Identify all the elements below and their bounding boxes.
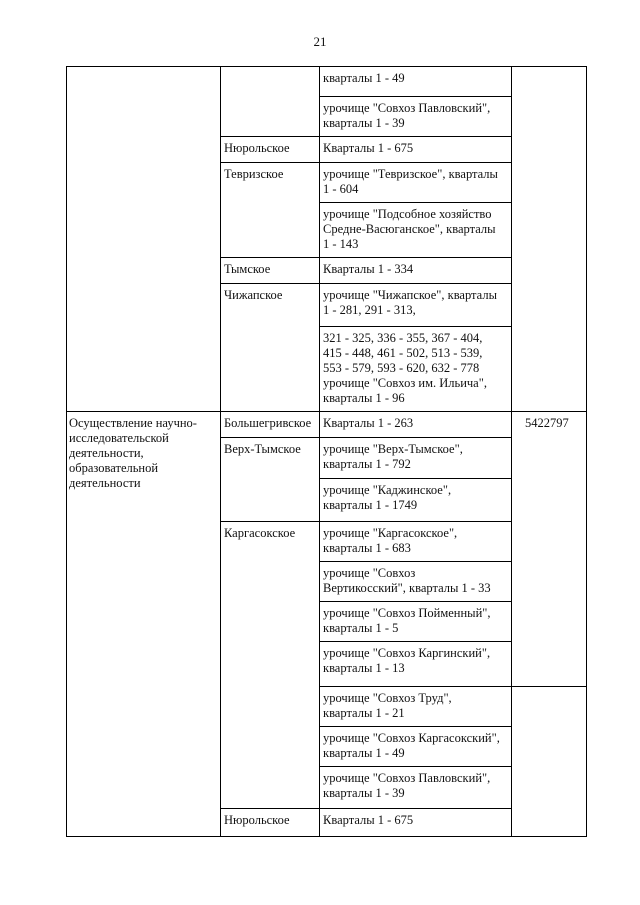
page-number: 21	[313, 34, 327, 49]
quarters-cell-line: Кварталы 1 - 675	[323, 141, 414, 155]
quarters-cell-line: 1 - 604	[323, 182, 359, 196]
quarters-cell-line: 1 - 281, 291 - 313,	[323, 303, 416, 317]
forestry-district-cell	[224, 262, 270, 277]
quarters-cell-line: кварталы 1 - 96	[323, 391, 405, 405]
quarters-cell-line: урочище "Тевризское", кварталы	[323, 167, 498, 181]
activity-type-cell-line: Осуществление научно-	[69, 416, 197, 430]
table-row-border	[66, 411, 220, 412]
quarters-cell	[323, 483, 451, 513]
area-value-cell	[525, 416, 569, 431]
quarters-cell-line: кварталы 1 - 5	[323, 621, 399, 635]
activity-type-cell	[69, 416, 197, 491]
forestry-district-cell-line: Нюрольское	[224, 813, 290, 827]
forestry-district-cell	[224, 526, 295, 541]
forestry-district-cell	[224, 167, 283, 182]
table-row-border	[220, 411, 319, 412]
quarters-cell-line: 415 - 448, 461 - 502, 513 - 539,	[323, 346, 483, 360]
table-top-border	[66, 66, 587, 67]
forestry-district-cell	[224, 416, 311, 431]
table-row-border	[319, 561, 511, 562]
area-value-cell-line: 5422797	[525, 416, 569, 430]
activity-type-cell-line: исследовательской	[69, 431, 169, 445]
table-row-border	[319, 521, 511, 522]
table-row-border	[319, 326, 511, 327]
forestry-district-cell-line: Нюрольское	[224, 141, 290, 155]
forestry-district-cell-line: Тымское	[224, 262, 271, 276]
table-row-border	[220, 437, 319, 438]
table-bottom-border	[66, 836, 587, 837]
quarters-cell-line: Кварталы 1 - 263	[323, 416, 414, 430]
quarters-cell	[323, 331, 487, 406]
quarters-cell	[323, 207, 496, 252]
quarters-cell-line: урочище "Чижапское", кварталы	[323, 288, 497, 302]
quarters-cell	[323, 71, 405, 86]
forestry-district-cell-line: Чижапское	[224, 288, 283, 302]
quarters-cell-line: кварталы 1 - 49	[323, 746, 405, 760]
quarters-cell-line: урочище "Совхоз Труд",	[323, 691, 452, 705]
quarters-cell	[323, 442, 463, 472]
quarters-cell-line: кварталы 1 - 49	[323, 71, 405, 85]
table-row-border	[319, 96, 511, 97]
table-row-border	[319, 283, 511, 284]
quarters-cell-line: урочище "Совхоз Павловский",	[323, 771, 491, 785]
table-row-border	[319, 257, 511, 258]
forestry-district-cell	[224, 141, 290, 156]
table-vertical-border	[511, 66, 512, 837]
table-row-border	[319, 726, 511, 727]
quarters-cell-line: урочище "Верх-Тымское",	[323, 442, 463, 456]
quarters-cell-line: урочище "Совхоз Каргинский",	[323, 646, 491, 660]
table-row-border	[319, 136, 511, 137]
table-row-border	[220, 283, 319, 284]
quarters-cell-line: кварталы 1 - 39	[323, 786, 405, 800]
quarters-cell-line: кварталы 1 - 13	[323, 661, 405, 675]
table-row-border	[220, 808, 319, 809]
forestry-district-cell-line: Тевризское	[224, 167, 284, 181]
table-row-border	[220, 521, 319, 522]
quarters-cell-line: Кварталы 1 - 675	[323, 813, 414, 827]
quarters-cell-line: кварталы 1 - 39	[323, 116, 405, 130]
quarters-cell-line: урочище "Совхоз им. Ильича",	[323, 376, 487, 390]
activity-type-cell-line: деятельности	[69, 476, 141, 490]
forestry-district-cell	[224, 813, 290, 828]
quarters-cell-line: Средне-Васюганское", кварталы	[323, 222, 496, 236]
quarters-cell	[323, 691, 452, 721]
table-row-border	[319, 437, 511, 438]
table-row-border	[220, 257, 319, 258]
activity-type-cell-line: образовательной	[69, 461, 159, 475]
quarters-cell	[323, 101, 490, 131]
table-row-border	[319, 478, 511, 479]
quarters-cell	[323, 731, 500, 761]
table-row-border	[319, 641, 511, 642]
quarters-cell	[323, 416, 413, 431]
quarters-cell-line: 553 - 579, 593 - 620, 632 - 778	[323, 361, 480, 375]
table-row-border	[511, 411, 587, 412]
quarters-cell-line: 321 - 325, 336 - 355, 367 - 404,	[323, 331, 483, 345]
quarters-cell-line: кварталы 1 - 21	[323, 706, 405, 720]
forestry-district-cell	[224, 288, 282, 303]
quarters-cell-line: урочище "Совхоз Каргасокский",	[323, 731, 500, 745]
table-row-border	[220, 162, 319, 163]
quarters-cell-line: 1 - 143	[323, 237, 359, 251]
quarters-cell-line: урочище "Каджинское",	[323, 483, 452, 497]
forestry-district-cell	[224, 442, 301, 457]
quarters-cell-line: кварталы 1 - 1749	[323, 498, 418, 512]
quarters-cell	[323, 606, 491, 636]
table-vertical-border	[586, 66, 587, 837]
quarters-cell-line: урочище "Совхоз Пойменный",	[323, 606, 491, 620]
quarters-cell	[323, 262, 413, 277]
quarters-cell-line: урочище "Совхоз Павловский",	[323, 101, 491, 115]
quarters-cell-line: кварталы 1 - 792	[323, 457, 411, 471]
quarters-cell	[323, 288, 497, 318]
activity-type-cell-line: деятельности,	[69, 446, 144, 460]
quarters-cell	[323, 526, 457, 556]
quarters-cell-line: Кварталы 1 - 334	[323, 262, 414, 276]
quarters-cell	[323, 167, 498, 197]
table-vertical-border	[220, 66, 221, 837]
forestry-district-cell-line: Каргасокское	[224, 526, 296, 540]
table-row-border	[319, 202, 511, 203]
table-row-border	[319, 766, 511, 767]
table-row-border	[319, 601, 511, 602]
quarters-cell-line: урочище "Подсобное хозяйство	[323, 207, 492, 221]
quarters-cell-line: Вертикосский", кварталы 1 - 33	[323, 581, 491, 595]
quarters-cell	[323, 646, 490, 676]
table-vertical-border	[319, 66, 320, 837]
quarters-cell	[323, 141, 413, 156]
table-row-border	[511, 686, 587, 687]
table-row-border	[319, 162, 511, 163]
quarters-cell-line: кварталы 1 - 683	[323, 541, 411, 555]
quarters-cell	[323, 771, 490, 801]
quarters-cell	[323, 566, 491, 596]
quarters-cell-line: урочище "Совхоз	[323, 566, 416, 580]
forestry-district-cell-line: Верх-Тымское	[224, 442, 301, 456]
table-row-border	[319, 808, 511, 809]
table-row-border	[220, 136, 319, 137]
table-vertical-border	[66, 66, 67, 837]
table-row-border	[319, 686, 511, 687]
quarters-cell	[323, 813, 413, 828]
table-row-border	[319, 411, 511, 412]
quarters-cell-line: урочище "Каргасокское",	[323, 526, 458, 540]
forestry-district-cell-line: Большегривское	[224, 416, 312, 430]
